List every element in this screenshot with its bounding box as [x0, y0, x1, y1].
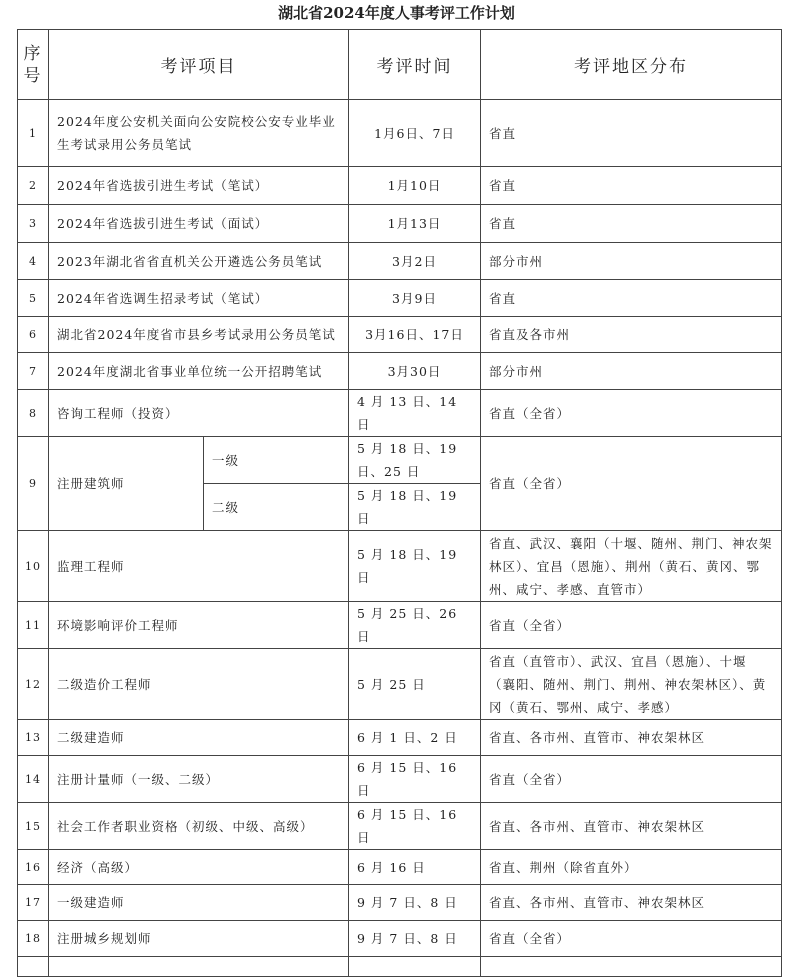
table-row — [18, 437, 782, 484]
row-region: 部分市州 — [481, 243, 782, 280]
table-row — [18, 921, 782, 957]
table-row — [18, 317, 782, 353]
row-sub-level: 一级 — [204, 437, 349, 484]
row-seq: 18 — [18, 921, 49, 957]
row-item: 经济（高级） — [49, 850, 349, 885]
row-time: 9 月 7 日、8 日 — [349, 885, 481, 921]
row-region: 省直（全省） — [481, 756, 782, 803]
row-seq: 14 — [18, 756, 49, 803]
row-item: 二级建造师 — [49, 720, 349, 756]
table-row — [18, 280, 782, 317]
row-item: 注册计量师（一级、二级） — [49, 756, 349, 803]
row-time: 6 月 16 日 — [349, 850, 481, 885]
row-time: 9 月 7 日、8 日 — [349, 921, 481, 957]
row-item: 注册城乡规划师 — [49, 921, 349, 957]
row-sub-level: 二级 — [204, 484, 349, 531]
row-region: 省直及各市州 — [481, 317, 782, 353]
row-item: 2024年度湖北省事业单位统一公开招聘笔试 — [49, 353, 349, 390]
row-seq: 16 — [18, 850, 49, 885]
row-time: 1月6日、7日 — [349, 100, 481, 167]
row-time: 6 月 15 日、16 日 — [349, 803, 481, 850]
row-region: 省直 — [481, 280, 782, 317]
table-row — [18, 649, 782, 720]
row-region: 省直（全省） — [481, 437, 782, 531]
row-region: 省直、各市州、直管市、神农架林区 — [481, 803, 782, 850]
row-time: 3月2日 — [349, 243, 481, 280]
row-time: 1月10日 — [349, 167, 481, 205]
table-row — [18, 243, 782, 280]
row-time: 3月30日 — [349, 353, 481, 390]
row-seq: 6 — [18, 317, 49, 353]
table-row — [18, 720, 782, 756]
row-seq: 9 — [18, 437, 49, 531]
row-seq: 15 — [18, 803, 49, 850]
row-region: 部分市州 — [481, 353, 782, 390]
table-row — [18, 850, 782, 885]
table-row — [18, 100, 782, 167]
row-region: 省直（全省） — [481, 921, 782, 957]
table-row — [18, 353, 782, 390]
row-item: 二级造价工程师 — [49, 649, 349, 720]
exam-schedule-table — [17, 29, 782, 977]
header-seq: 序号 — [18, 30, 49, 100]
row-time: 3月9日 — [349, 280, 481, 317]
table-row — [18, 167, 782, 205]
row-time: 6 月 1 日、2 日 — [349, 720, 481, 756]
row-item: 注册建筑师 — [49, 437, 204, 531]
row-seq: 8 — [18, 390, 49, 437]
row-region: 省直 — [481, 167, 782, 205]
row-region: 省直、各市州、直管市、神农架林区 — [481, 720, 782, 756]
row-item: 2024年度公安机关面向公安院校公安专业毕业生考试录用公务员笔试 — [49, 100, 349, 167]
row-region: 省直（全省） — [481, 602, 782, 649]
table-row — [18, 205, 782, 243]
table-row — [18, 885, 782, 921]
row-seq: 12 — [18, 649, 49, 720]
row-item: 2024年省选调生招录考试（笔试） — [49, 280, 349, 317]
table-row — [18, 756, 782, 803]
row-item: 2023年湖北省省直机关公开遴选公务员笔试 — [49, 243, 349, 280]
header-time: 考评时间 — [349, 30, 481, 100]
row-time: 4 月 13 日、14 日 — [349, 390, 481, 437]
row-time: 1月13日 — [349, 205, 481, 243]
header-region: 考评地区分布 — [481, 30, 782, 100]
row-seq: 1 — [18, 100, 49, 167]
row-region: 省直、荆州（除省直外） — [481, 850, 782, 885]
row-seq: 7 — [18, 353, 49, 390]
row-seq: 17 — [18, 885, 49, 921]
row-item: 2024年省选拔引进生考试（笔试） — [49, 167, 349, 205]
row-seq: 10 — [18, 531, 49, 602]
table-row — [18, 803, 782, 850]
row-seq: 11 — [18, 602, 49, 649]
row-item: 监理工程师 — [49, 531, 349, 602]
table-row — [18, 602, 782, 649]
row-region: 省直（全省） — [481, 390, 782, 437]
row-time: 6 月 15 日、16 日 — [349, 756, 481, 803]
header-item: 考评项目 — [49, 30, 349, 100]
row-time: 5 月 18 日、19 日 — [349, 531, 481, 602]
row-time: 5 月 25 日 — [349, 649, 481, 720]
row-item: 咨询工程师（投资） — [49, 390, 349, 437]
row-item: 湖北省2024年度省市县乡考试录用公务员笔试 — [49, 317, 349, 353]
row-item: 环境影响评价工程师 — [49, 602, 349, 649]
row-time: 3月16日、17日 — [349, 317, 481, 353]
row-region: 省直、武汉、襄阳（十堰、随州、荆门、神农架林区）、宜昌（恩施）、荆州（黄石、黄冈、鄂州、咸宁、孝感、直管市） — [481, 531, 782, 602]
row-item: 2024年省选拔引进生考试（面试） — [49, 205, 349, 243]
row-region: 省直 — [481, 100, 782, 167]
row-item: 一级建造师 — [49, 885, 349, 921]
table-header-row — [18, 30, 782, 100]
page-title: 湖北省2024年度人事考评工作计划 — [278, 4, 515, 22]
row-seq: 4 — [18, 243, 49, 280]
row-region: 省直 — [481, 205, 782, 243]
row-time: 5 月 18 日、19 日 — [349, 484, 481, 531]
row-time: 5 月 18 日、19 日、25 日 — [349, 437, 481, 484]
table-row — [18, 531, 782, 602]
row-seq: 13 — [18, 720, 49, 756]
row-seq: 5 — [18, 280, 49, 317]
table-row-partial — [18, 957, 782, 977]
row-seq: 2 — [18, 167, 49, 205]
row-region: 省直、各市州、直管市、神农架林区 — [481, 885, 782, 921]
table-row — [18, 390, 782, 437]
row-seq: 3 — [18, 205, 49, 243]
row-time: 5 月 25 日、26 日 — [349, 602, 481, 649]
row-item: 社会工作者职业资格（初级、中级、高级） — [49, 803, 349, 850]
row-region: 省直（直管市）、武汉、宜昌（恩施）、十堰（襄阳、随州、荆门、荆州、神农架林区）、黄冈（黄石、鄂州、咸宁、孝感） — [481, 649, 782, 720]
